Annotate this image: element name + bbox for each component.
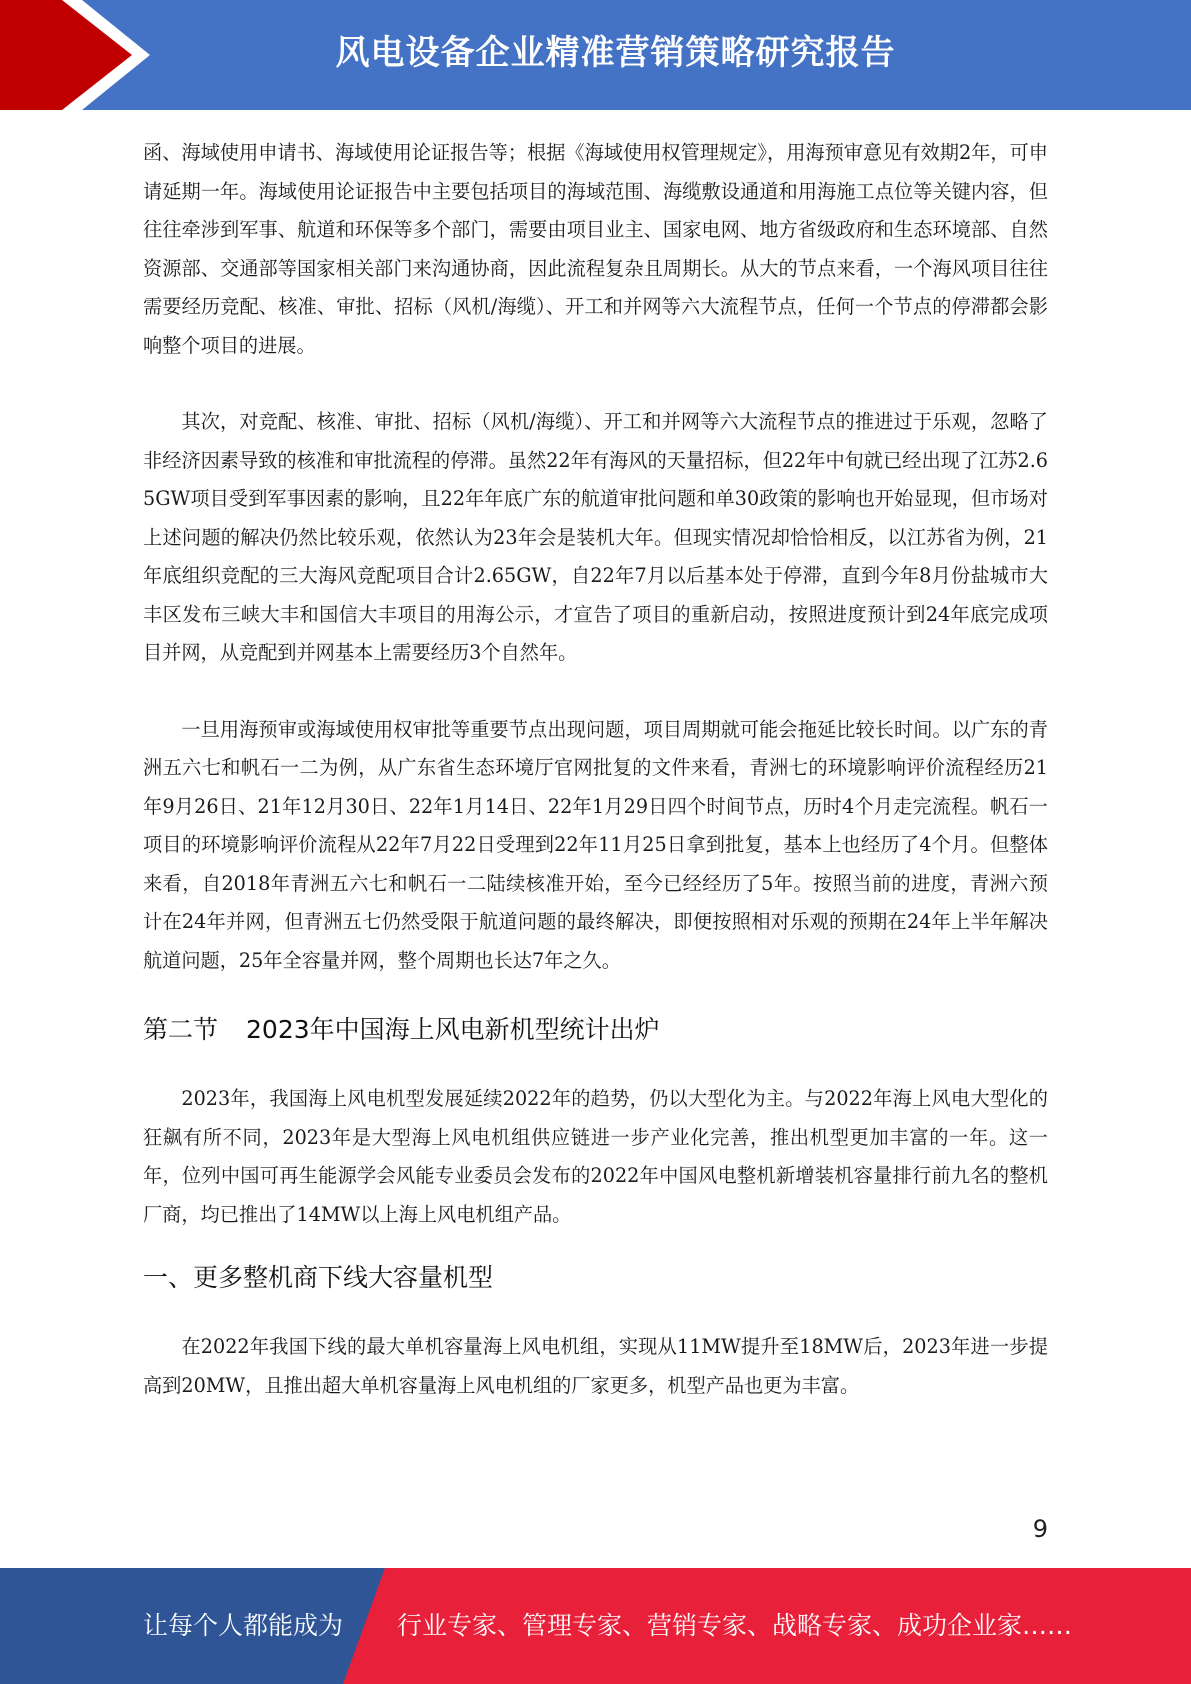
footer-slogan-left: 让每个人都能成为 <box>143 1611 344 1640</box>
subsection-heading: 一、更多整机商下线大容量机型 <box>143 1263 494 1292</box>
page-footer <box>0 1568 1191 1684</box>
body-paragraph: 一旦用海预审或海域使用权审批等重要节点出现问题，项目周期就可能会拖延比较长时间。以广东的青洲五六七和帆石一二为例，从广东省生态环境厅官网批复的文件来看，青洲七的环境影响评价流程经历21年9月26日、21年12月30日、22年1月14日、22年1月29日四个时间节点，历时4个月走完流程。帆石一项目的环境影响评价流程从22年7月22日受理到22年11月25日拿到批复，基本上也经历了4个月。但整体来看，自2018年青洲五六七和帆石一二陆续核准开始，至今已经经历了5年。按照当前的进度，青洲六预计在24年并网，但青洲五七仍然受限于航道问题的最终解决，即便按照相对乐观的预期在24年上半年解决航道问题，25年全容量并网，整个周期也长达7年之久。 <box>143 717 1048 972</box>
footer-slogan-right: 行业专家、管理专家、营销专家、战略专家、成功企业家…… <box>397 1611 1073 1640</box>
section-heading <box>143 1010 1048 1050</box>
header-arrow-decoration <box>0 0 160 110</box>
section-title: 2023年中国海上风电新机型统计出炉 <box>246 1015 660 1044</box>
section-number: 第二节 <box>143 1015 219 1044</box>
body-paragraph: 函、海域使用申请书、海域使用论证报告等；根据《海域使用权管理规定》，用海预审意见有效期2年，可申请延期一年。海域使用论证报告中主要包括项目的海域范围、海缆敷设通道和用海施工点位等关键内容，但往往牵涉到军事、航道和环保等多个部门，需要由项目业主、国家电网、地方省级政府和生态环境部、自然资源部、交通部等国家相关部门来沟通协商，因此流程复杂且周期长。从大的节点来看，一个海风项目往往需要经历竞配、核准、审批、招标（风机/海缆）、开工和并网等六大流程节点，任何一个节点的停滞都会影响整个项目的进展。 <box>143 141 1048 357</box>
page-content <box>143 134 1048 1405</box>
body-paragraph: 其次，对竞配、核准、审批、招标（风机/海缆）、开工和并网等六大流程节点的推进过于乐观，忽略了非经济因素导致的核准和审批流程的停滞。虽然22年有海风的天量招标，但22年中旬就已经出现了江苏2.65GW项目受到军事因素的影响，且22年年底广东的航道审批问题和单30政策的影响也开始显现，但市场对上述问题的解决仍然比较乐观，依然认为23年会是装机大年。但现实情况却恰恰相反，以江苏省为例，21年底组织竞配的三大海风竞配项目合计2.65GW，自22年7月以后基本处于停滞，直到今年8月份盐城市大丰区发布三峡大丰和国信大丰项目的用海公示，才宣告了项目的重新启动，按照进度预计到24年底完成项目并网，从竞配到并网基本上需要经历3个自然年。 <box>143 410 1048 664</box>
page-number: 9 <box>1032 1515 1048 1543</box>
body-paragraph: 2023年，我国海上风电机型发展延续2022年的趋势，仍以大型化为主。与2022年海上风电大型化的狂飙有所不同，2023年是大型海上风电机组供应链进一步产业化完善，推出机型更加丰富的一年。这一年，位列中国可再生能源学会风能专业委员会发布的2022年中国风电整机新增装机容量排行前九名的整机厂商，均已推出了14MW以上海上风电机组产品。 <box>143 1087 1048 1226</box>
page-header <box>0 0 1191 110</box>
body-paragraph: 在2022年我国下线的最大单机容量海上风电机组，实现从11MW提升至18MW后，2023年进一步提高到20MW，且推出超大单机容量海上风电机组的厂家更多，机型产品也更为丰富。 <box>143 1335 1048 1397</box>
report-title: 风电设备企业精准营销策略研究报告 <box>335 33 896 73</box>
